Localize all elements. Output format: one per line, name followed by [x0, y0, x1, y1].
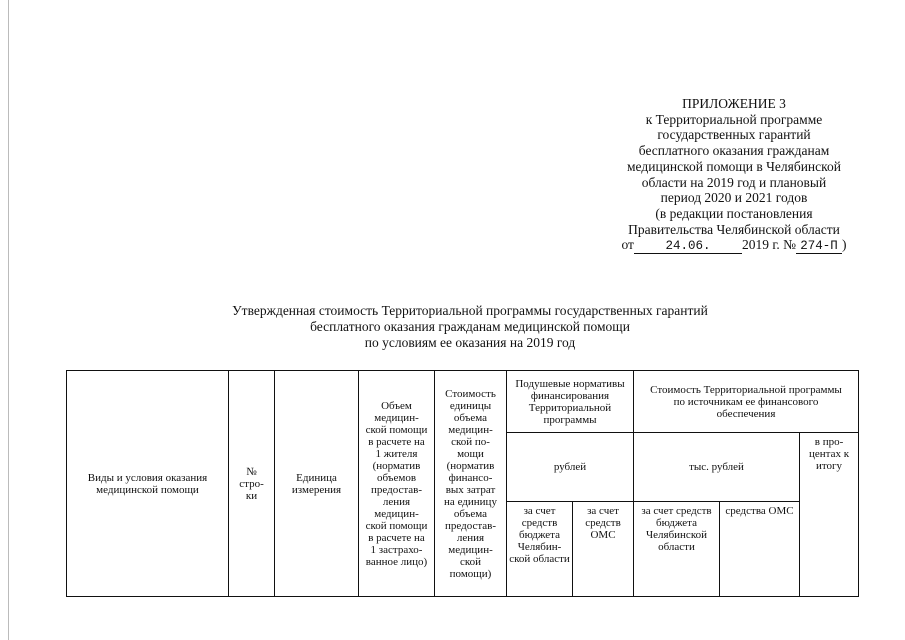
heading-line: по условиям ее оказания на 2019 год [364, 335, 576, 350]
appendix-line: к Территориальной программе [645, 111, 823, 127]
appendix-title: ПРИЛОЖЕНИЕ 3 [682, 96, 786, 111]
header-cost-oms: средства ОМС [720, 502, 800, 597]
decree-prefix: от [621, 237, 634, 253]
appendix-block [604, 96, 864, 254]
header-volume: Объем медицин- ской помощи в расчете на 1 жителя (норматив объемов предостав- ления медицин- ской помощи в расчете на 1 застрахо- ванное лицо) [359, 371, 435, 597]
header-types-conditions: Виды и условия оказания медицинской помощи [67, 371, 229, 597]
decree-date-field: 24.06. [634, 240, 742, 254]
header-thousand-rubles: тыс. рублей [634, 433, 800, 502]
heading-line: Утвержденная стоимость Территориальной программы государственных гарантий [232, 303, 708, 318]
heading-line: бесплатного оказания гражданам медицинской помощи [310, 319, 630, 334]
appendix-line: государственных гарантий [657, 127, 811, 143]
header-unit: Единица измерения [275, 371, 359, 597]
header-row-number: № стро- ки [229, 371, 275, 597]
appendix-line: бесплатного оказания гражданам [638, 143, 830, 159]
header-per-capita-oms: за счет средств ОМС [573, 502, 634, 597]
header-rubles: рублей [507, 433, 634, 502]
decree-reference [604, 237, 864, 254]
cost-table [66, 370, 859, 597]
header-per-capita-budget: за счет средств бюджета Челябин- ской области [507, 502, 573, 597]
appendix-line: области на 2019 год и плановый [641, 174, 827, 190]
decree-suffix: ) [842, 237, 847, 253]
decree-year-text: 2019 г. № [741, 237, 796, 253]
header-percent-of-total: в про- центах к итогу [800, 433, 859, 597]
header-unit-cost: Стоимость единицы объема медицин- ской по- мощи (норматив финансо- вых затрат на единицу объема предостав- ления медицин- ской помощи) [435, 371, 507, 597]
appendix-line: медицинской помощи в Челябинской [627, 158, 841, 174]
appendix-line: Правительства Челябинской области [628, 221, 840, 237]
decree-number-field: 274-П [796, 240, 842, 254]
header-per-capita-group: Подушевые нормативы финансирования Территориальной программы [507, 371, 634, 433]
page-edge-line [8, 0, 9, 640]
document-heading [150, 303, 790, 351]
appendix-line: (в редакции постановления [655, 205, 813, 221]
header-program-cost-group: Стоимость Территориальной программы по источникам ее финансового обеспечения [634, 371, 859, 433]
header-cost-budget: за счет средств бюджета Челябинской области [634, 502, 720, 597]
appendix-line: период 2020 и 2021 годов [660, 190, 808, 206]
